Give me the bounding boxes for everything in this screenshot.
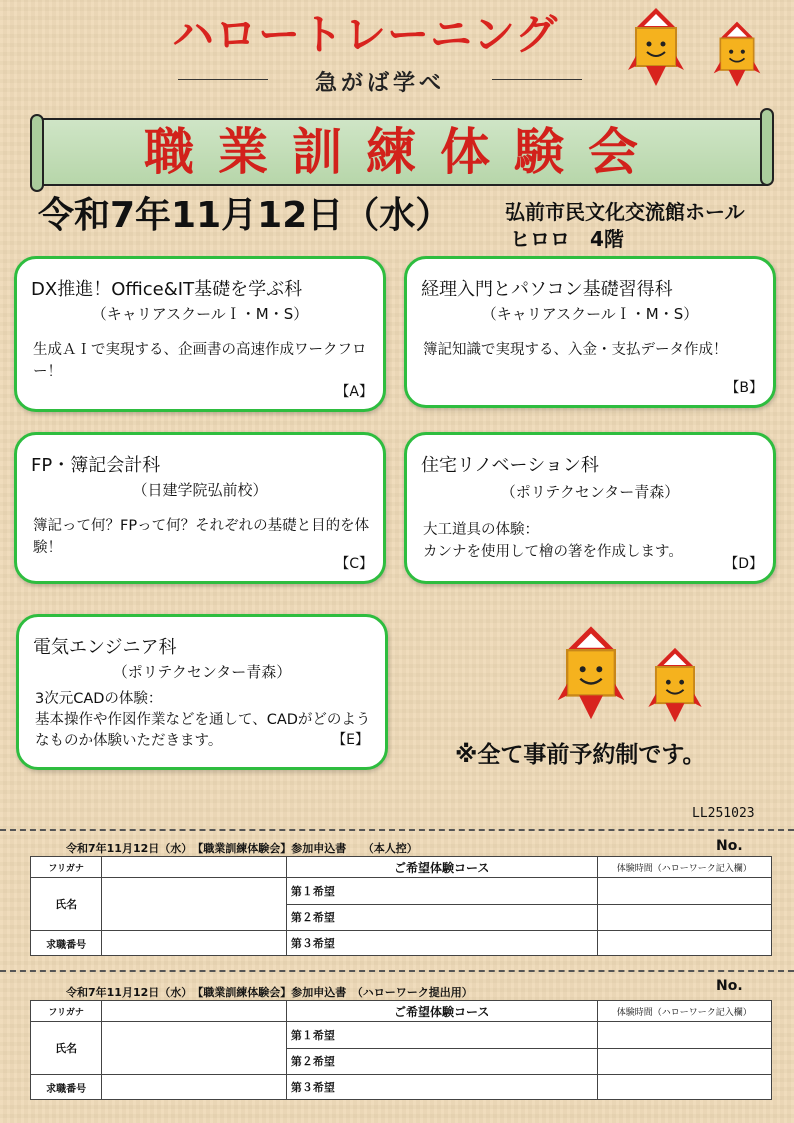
course-title: FP・簿記会計科: [31, 455, 161, 476]
time-field-3[interactable]: [597, 1075, 771, 1100]
name-field[interactable]: [102, 878, 287, 931]
time-header: 体験時間（ハローワーク記入欄）: [597, 1001, 771, 1022]
hope-2[interactable]: 第２希望: [286, 904, 597, 931]
course-description-line: 大工道具の体験：: [423, 522, 539, 538]
name-label: 氏名: [31, 878, 102, 931]
course-card-a: [14, 256, 386, 412]
rocket-mascot-small-icon: [712, 20, 762, 90]
course-card-d: [404, 432, 776, 584]
tagline-text: 急がば学べ: [314, 71, 445, 96]
name-field[interactable]: [102, 1022, 287, 1075]
tagline-rule-left: [178, 79, 268, 80]
furigana-label: フリガナ: [31, 1001, 102, 1022]
tagline-rule-right: [492, 79, 582, 80]
form-heading: 令和7年11月12日（水） 【職業訓練体験会】参加申込書 （ハローワーク提出用）: [66, 986, 473, 999]
course-card-b: [404, 256, 776, 408]
form-heading: 令和7年11月12日（水） 【職業訓練体験会】参加申込書 （本人控）: [66, 842, 418, 855]
logo-text: ハロートレーニング: [172, 10, 559, 59]
course-tag: 【A】: [335, 384, 373, 400]
cut-line: [0, 970, 794, 972]
furigana-label: フリガナ: [31, 857, 102, 878]
time-header: 体験時間（ハローワーク記入欄）: [597, 857, 771, 878]
hope-3[interactable]: 第３希望: [286, 1075, 597, 1100]
course-tag: 【C】: [335, 556, 373, 572]
reservation-note: ※全て事前予約制です。: [455, 742, 706, 768]
course-description: 生成ＡＩで実現する、企画書の高速作成ワークフロー！: [33, 342, 367, 380]
course-tag: 【B】: [725, 380, 763, 396]
job-number-label: 求職番号: [31, 1075, 102, 1100]
title-banner: [30, 108, 766, 188]
course-card-c: [14, 432, 386, 584]
job-number-label: 求職番号: [31, 931, 102, 956]
course-provider: （ポリテクセンター青森）: [500, 483, 680, 501]
tagline: [178, 66, 582, 96]
hope-1[interactable]: 第１希望: [286, 1022, 597, 1049]
course-title: 電気エンジニア科: [33, 637, 177, 658]
course-header: ご希望体験コース: [286, 857, 597, 878]
course-description: [35, 689, 373, 752]
course-card-e: [16, 614, 388, 770]
course-description: [423, 519, 761, 563]
rocket-mascot-large-icon: [548, 624, 634, 724]
form-number-label: No.: [716, 838, 743, 854]
document-code: LL251023: [692, 806, 755, 821]
course-description-line: 基本操作や作図作業などを通して、CADがどのようなものか体験いただきます。: [35, 712, 371, 749]
course-provider: （日建学院弘前校）: [132, 481, 268, 499]
time-field-3[interactable]: [597, 931, 771, 956]
event-date: 令和7年11月12日（水）: [38, 195, 452, 236]
page-title: 職業訓練体験会: [144, 123, 662, 181]
time-field-1[interactable]: [597, 878, 771, 905]
course-tag: 【D】: [724, 556, 763, 572]
hope-2[interactable]: 第２希望: [286, 1048, 597, 1075]
form-number-label: No.: [716, 978, 743, 994]
course-header: ご希望体験コース: [286, 1001, 597, 1022]
venue-floor: ヒロロ 4階: [510, 227, 624, 251]
course-provider: （キャリアスクールＩ・M・S）: [481, 305, 699, 323]
venue-name: 弘前市民文化交流館ホール: [505, 200, 745, 224]
application-form-copy: [30, 856, 772, 956]
time-field-2[interactable]: [597, 1048, 771, 1075]
hope-3[interactable]: 第３希望: [286, 931, 597, 956]
cut-line: [0, 829, 794, 831]
time-field-1[interactable]: [597, 1022, 771, 1049]
time-field-2[interactable]: [597, 904, 771, 931]
hope-1[interactable]: 第１希望: [286, 878, 597, 905]
furigana-field[interactable]: [102, 857, 287, 878]
course-provider: （ポリテクセンター青森）: [112, 663, 292, 681]
rocket-mascot-icon: [626, 6, 686, 90]
course-title: DX推進！Office&IT基礎を学ぶ科: [31, 279, 303, 300]
job-number-field[interactable]: [102, 931, 287, 956]
course-description-line: 3次元CADの体験：: [35, 691, 163, 707]
course-title: 住宅リノベーション科: [421, 455, 599, 476]
course-title: 経理入門とパソコン基礎習得科: [421, 279, 673, 300]
furigana-field[interactable]: [102, 1001, 287, 1022]
job-number-field[interactable]: [102, 1075, 287, 1100]
course-description: 簿記って何？FPって何？それぞれの基礎と目的を体験！: [33, 518, 370, 556]
application-form-submit: [30, 1000, 772, 1100]
course-description-line: カンナを使用して檜の箸を作成します。: [423, 544, 683, 560]
name-label: 氏名: [31, 1022, 102, 1075]
rocket-mascot-medium-icon: [642, 646, 708, 726]
course-description: 簿記知識で実現する、入金・支払データ作成！: [423, 342, 728, 358]
course-tag: 【E】: [332, 732, 369, 748]
course-provider: （キャリアスクールＩ・M・S）: [91, 305, 309, 323]
